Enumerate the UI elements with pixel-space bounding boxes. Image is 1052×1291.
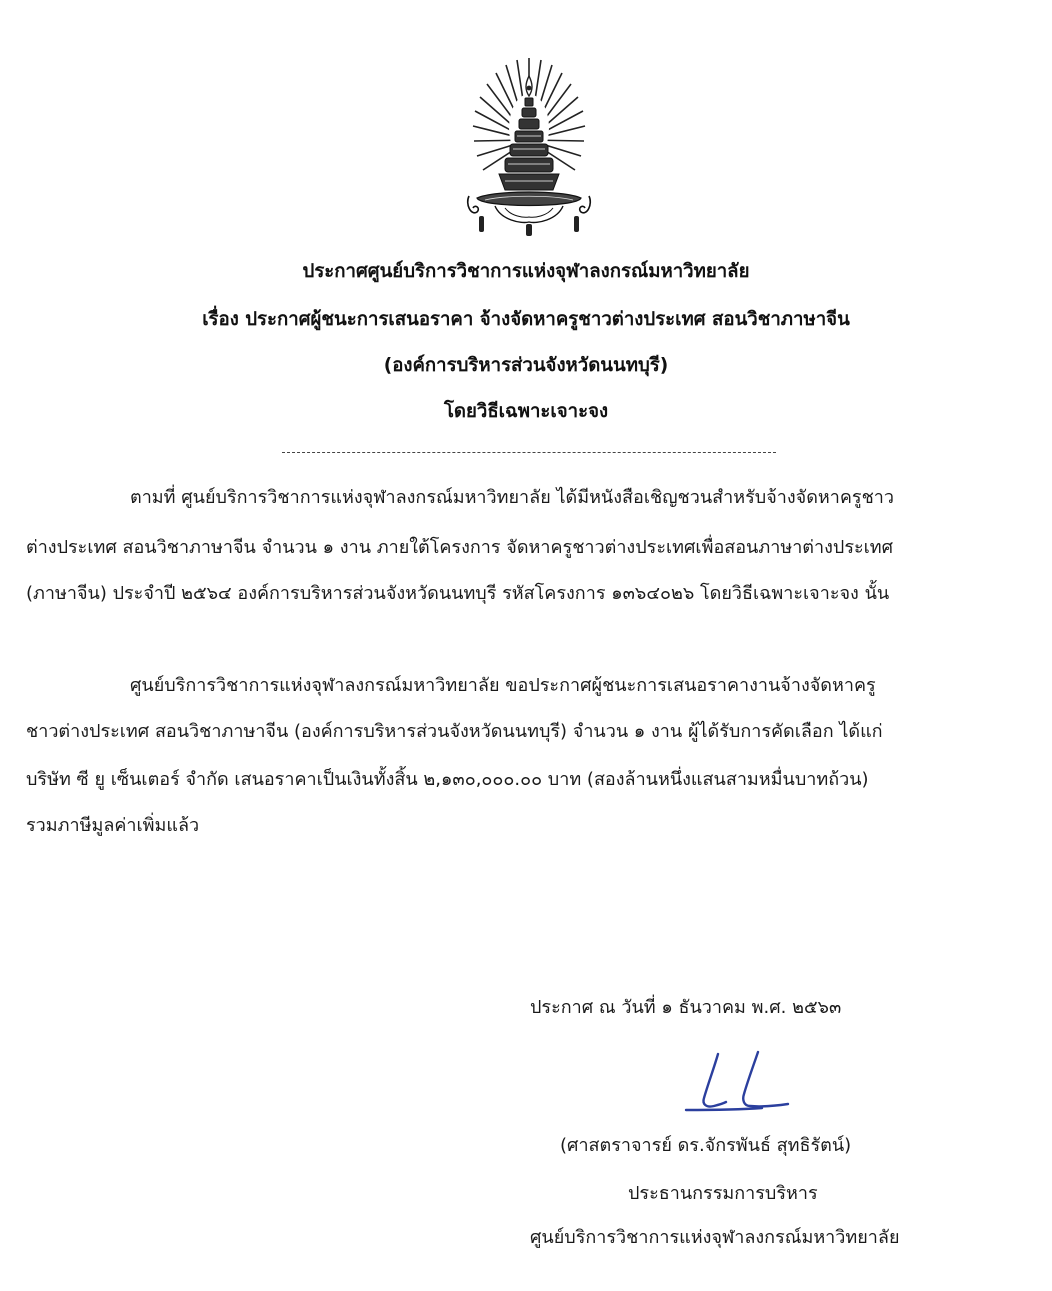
handwritten-signature <box>684 1050 796 1120</box>
divider-line <box>282 452 776 453</box>
title-line-1: ประกาศศูนย์บริการวิชาการแห่งจุฬาลงกรณ์มหาวิทยาลัย <box>302 261 750 282</box>
paragraph-1-line-2: ต่างประเทศ สอนวิชาภาษาจีน จำนวน ๑ งาน ภายใต้โครงการ จัดหาครูชาวต่างประเทศเพื่อสอนภาษาต่างประเทศ <box>26 537 894 558</box>
paragraph-1-line-3: (ภาษาจีน) ประจำปี ๒๕๖๔ องค์การบริหารส่วนจังหวัดนนทบุรี รหัสโครงการ ๑๓๖๔๐๒๖ โดยวิธีเฉพาะเจาะจง นั้น <box>26 583 890 604</box>
university-emblem-icon <box>465 48 593 244</box>
title-line-3: (องค์การบริหารส่วนจังหวัดนนทบุรี) <box>383 355 669 376</box>
paragraph-1-line-1: ตามที่ ศูนย์บริการวิชาการแห่งจุฬาลงกรณ์มหาวิทยาลัย ได้มีหนังสือเชิญชวนสำหรับจ้างจัดหาครูชาว <box>130 487 895 508</box>
announce-date: ประกาศ ณ วันที่ ๑ ธันวาคม พ.ศ. ๒๕๖๓ <box>530 997 842 1018</box>
paragraph-2-line-2: ชาวต่างประเทศ สอนวิชาภาษาจีน (องค์การบริหารส่วนจังหวัดนนทบุรี) จำนวน ๑ งาน ผู้ได้รับการคัดเลือก ได้แก่ <box>26 721 883 742</box>
signer-organization: ศูนย์บริการวิชาการแห่งจุฬาลงกรณ์มหาวิทยาลัย <box>530 1227 900 1248</box>
title-line-4: โดยวิธีเฉพาะเจาะจง <box>443 401 609 422</box>
signer-name: (ศาสตราจารย์ ดร.จักรพันธ์ สุทธิรัตน์) <box>560 1135 852 1156</box>
paragraph-2-line-4: รวมภาษีมูลค่าเพิ่มแล้ว <box>26 815 200 836</box>
paragraph-2-line-1: ศูนย์บริการวิชาการแห่งจุฬาลงกรณ์มหาวิทยาลัย ขอประกาศผู้ชนะการเสนอราคางานจ้างจัดหาครู <box>130 675 876 696</box>
paragraph-2-line-3: บริษัท ซี ยู เซ็นเตอร์ จำกัด เสนอราคาเป็นเงินทั้งสิ้น ๒,๑๓๐,๐๐๐.๐๐ บาท (สองล้านหนึ่งแสนสามหมื่นบาทถ้วน) <box>26 769 869 790</box>
signer-position: ประธานกรรมการบริหาร <box>628 1183 818 1204</box>
title-line-2: เรื่อง ประกาศผู้ชนะการเสนอราคา จ้างจัดหาครูชาวต่างประเทศ สอนวิชาภาษาจีน <box>202 309 850 330</box>
